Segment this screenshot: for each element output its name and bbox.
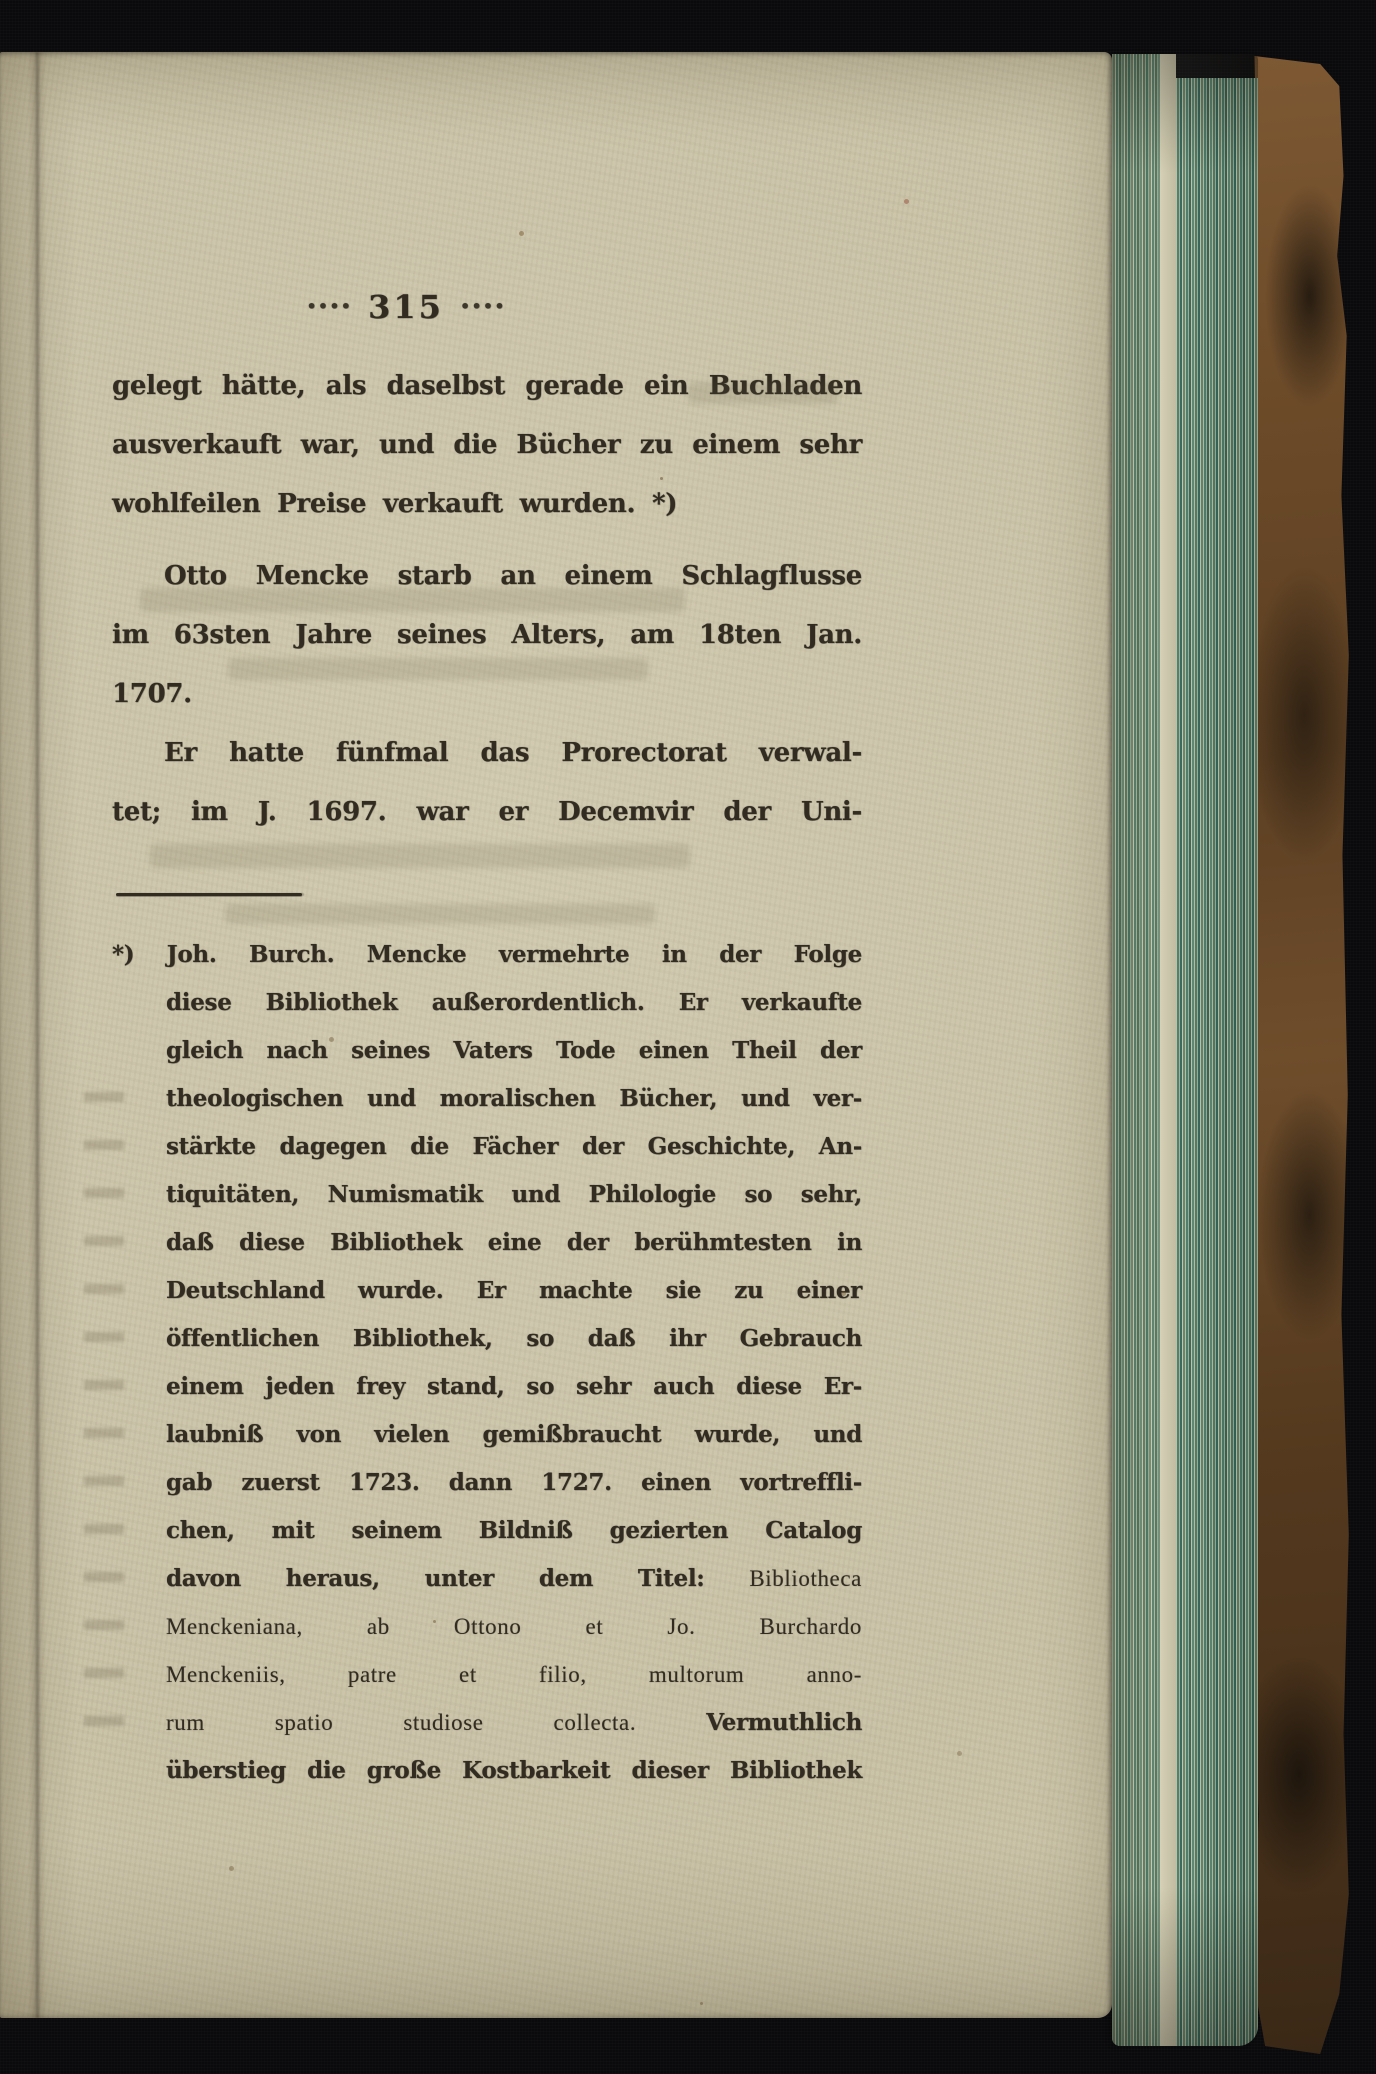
text-segment: diese Bibliothek außerordentlich. Er verkaufte: [166, 989, 862, 1016]
text-segment: theologischen und moralischen Bücher, und ver-: [166, 1085, 862, 1112]
text-segment: gab zuerst 1723. dann 1727. einen vortreffli-: [166, 1469, 862, 1496]
text-segment: stärkte dagegen die Fächer der Geschichte, An-: [166, 1133, 862, 1160]
show-through: [140, 588, 685, 612]
footnote-line: [112, 1603, 862, 1651]
footnote-line: [112, 1699, 862, 1747]
page-number-ornament-right: ····: [459, 289, 506, 324]
text-segment: rum spatio studiose collecta.: [166, 1710, 707, 1735]
text-segment: öffentlichen Bibliothek, so daß ihr Gebrauch: [166, 1325, 862, 1352]
footnote-line: [112, 1267, 862, 1315]
text-line: ausverkauft war, und die Bücher zu einem sehr: [112, 430, 862, 460]
text-line: Er hatte fünfmal das Prorectorat verwal-: [164, 738, 862, 768]
page-number-ornament-left: ····: [306, 289, 353, 324]
footnote-line: [112, 1075, 862, 1123]
page-header: [0, 288, 812, 326]
text-line: wohlfeilen Preise verkauft wurden. *): [112, 489, 678, 519]
footnote-line: [112, 1747, 862, 1795]
text-line: 1707.: [112, 679, 192, 709]
footnote-line: [112, 1171, 862, 1219]
show-through: [225, 904, 655, 924]
show-through: [688, 382, 838, 404]
page-crease-shadow: [28, 52, 46, 2018]
text-line: Otto Mencke starb an einem Schlagflusse: [164, 561, 862, 591]
footnote-line: [112, 1555, 862, 1603]
footnote-line: [112, 1219, 862, 1267]
footnote-line: [112, 1651, 862, 1699]
text-segment: Vermuthlich: [706, 1709, 862, 1736]
page-number: 315: [368, 288, 444, 326]
text-segment: Menckeniis, patre et filio, multorum anno-: [166, 1662, 862, 1687]
show-through: [150, 844, 690, 868]
text-segment: überstieg die große Kostbarkeit dieser Bibliothek: [166, 1757, 862, 1784]
text-line: gelegt hätte, als daselbst gerade ein Buchladen: [112, 371, 862, 401]
text-segment: einem jeden frey stand, so sehr auch diese Er-: [166, 1373, 862, 1400]
text-segment: davon heraus, unter dem Titel:: [166, 1565, 750, 1592]
leather-cover: [1246, 56, 1352, 2054]
footnote-line: [112, 1123, 862, 1171]
page-edge-shading: [1112, 54, 1258, 2046]
text-segment: tiquitäten, Numismatik und Philologie so sehr,: [166, 1181, 862, 1208]
text-segment: chen, mit seinem Bildniß gezierten Catalog: [166, 1517, 862, 1544]
text-segment: Menckeniana, ab Ottono et Jo. Burchardo: [166, 1614, 862, 1639]
footnote-line: [112, 931, 862, 979]
footnote-line: [112, 1507, 862, 1555]
text-segment: Bibliotheca: [749, 1566, 862, 1591]
text-segment: laubniß von vielen gemißbraucht wurde, und: [166, 1421, 862, 1448]
book-page: [0, 52, 1112, 2018]
footnote: [112, 931, 862, 1795]
footnote-line: [112, 1315, 862, 1363]
footnote-line: [112, 1411, 862, 1459]
text-line: tet; im J. 1697. war er Decemvir der Uni-: [112, 797, 862, 827]
footnote-line: [112, 1459, 862, 1507]
show-through-margin-marks: [84, 1092, 124, 1752]
paper-specks: [0, 52, 3, 55]
text-segment: gleich nach seines Vaters Tode einen Theil der: [166, 1037, 862, 1064]
footnote-line: [112, 1363, 862, 1411]
text-segment: daß diese Bibliothek eine der berühmtesten in: [166, 1229, 862, 1256]
footnote-separator: [116, 893, 302, 896]
footnote-line: [112, 1027, 862, 1075]
text-line: im 63sten Jahre seines Alters, am 18ten Jan.: [112, 620, 862, 650]
footnote-line: [112, 979, 862, 1027]
page-edges: [1112, 54, 1258, 2046]
text-segment: Deutschland wurde. Er machte sie zu einer: [166, 1277, 862, 1304]
show-through: [228, 658, 648, 680]
text-segment: *) Joh. Burch. Mencke vermehrte in der Folge: [112, 941, 862, 968]
